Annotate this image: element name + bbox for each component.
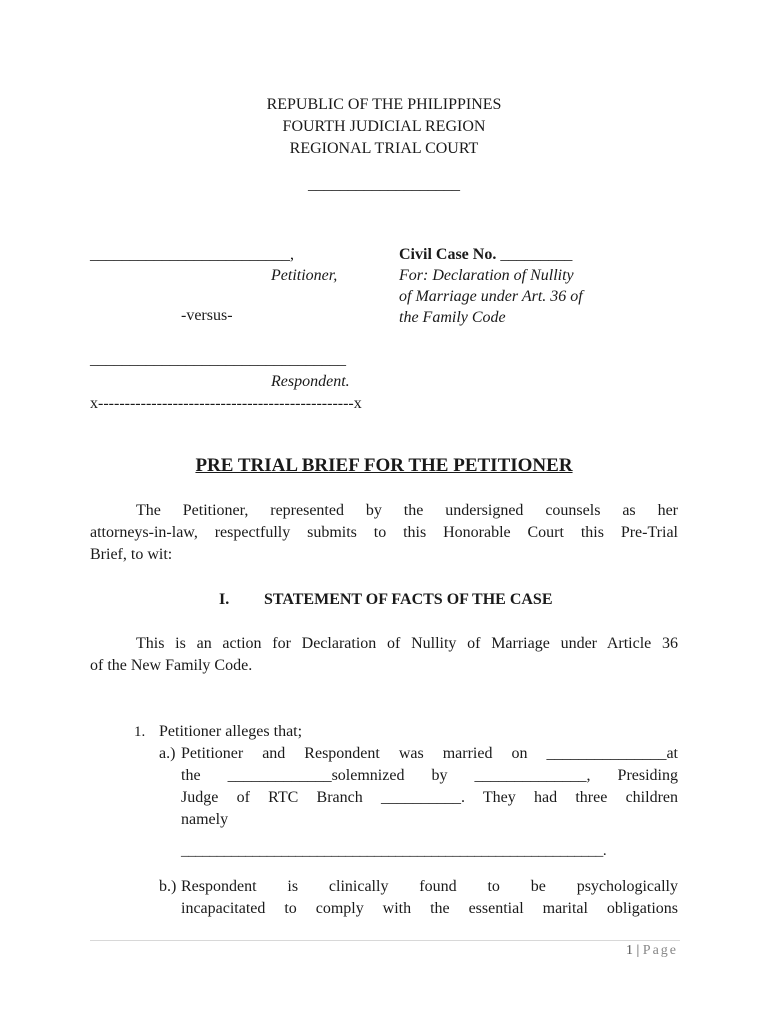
sub-item-b-line: incapacitated to comply with the essential marital obligations	[181, 900, 678, 917]
versus-label: -versus-	[181, 307, 233, 324]
intro-paragraph	[90, 500, 678, 566]
intro-line: The Petitioner, represented by the undersigned counsels as her	[136, 502, 678, 519]
page-word: Page	[642, 943, 678, 958]
sub-item-a-line: namely	[181, 811, 229, 828]
sub-item-a-line: the _____________solemnized by ______________, Presiding	[181, 767, 678, 784]
case-for-line3: the Family Code	[399, 309, 506, 326]
respondent-label: Respondent.	[271, 373, 350, 390]
section-heading: STATEMENT OF FACTS OF THE CASE	[264, 591, 553, 608]
sub-item-a-line: ___________________________________________________________.	[181, 843, 607, 859]
petitioner-label: Petitioner,	[271, 267, 338, 284]
section-para-line: This is an action for Declaration of Nullity of Marriage under Article 36	[136, 635, 678, 652]
section-numeral: I.	[219, 591, 230, 608]
section-para-line: of the New Family Code.	[90, 657, 253, 674]
case-for-line1: For: Declaration of Nullity	[399, 267, 574, 284]
branch-blank: ___________________	[308, 176, 460, 193]
sub-item-label-b: b.)	[159, 878, 177, 895]
header-region: FOURTH JUDICIAL REGION	[282, 118, 486, 135]
page-footer	[600, 940, 678, 962]
sub-item-label-a: a.)	[159, 745, 176, 762]
caption-separator: x------------------------------------------------x	[90, 395, 362, 412]
case-number	[399, 244, 572, 266]
page-number: 1	[625, 943, 633, 958]
court-header	[0, 94, 768, 160]
list-item-text: Petitioner alleges that;	[159, 723, 303, 740]
document-title: PRE TRIAL BRIEF FOR THE PETITIONER	[195, 455, 573, 476]
case-number-blank: _________	[500, 246, 573, 263]
section-paragraph	[90, 633, 678, 677]
sub-item-b	[181, 876, 678, 920]
header-court: REGIONAL TRIAL COURT	[289, 140, 479, 157]
sub-item-a	[181, 743, 678, 862]
intro-line: attorneys-in-law, respectfully submits to this Honorable Court this Pre-Trial	[90, 524, 678, 541]
sub-item-a-line: Judge of RTC Branch __________. They had three children	[181, 789, 678, 806]
sub-item-b-line: Respondent is clinically found to be psychologically	[181, 878, 678, 895]
header-republic: REPUBLIC OF THE PHILIPPINES	[266, 96, 502, 113]
respondent-blank: ________________________________	[90, 351, 346, 368]
footer-divider	[90, 940, 680, 941]
page-separator: |	[636, 943, 640, 958]
case-for-line2: of Marriage under Art. 36 of	[399, 288, 583, 305]
petitioner-blank: _________________________,	[90, 246, 294, 263]
list-item-number: 1.	[134, 724, 146, 740]
case-number-label: Civil Case No.	[399, 246, 497, 263]
sub-item-a-line: Petitioner and Respondent was married on _______________at	[181, 745, 678, 762]
intro-line: Brief, to wit:	[90, 546, 173, 563]
